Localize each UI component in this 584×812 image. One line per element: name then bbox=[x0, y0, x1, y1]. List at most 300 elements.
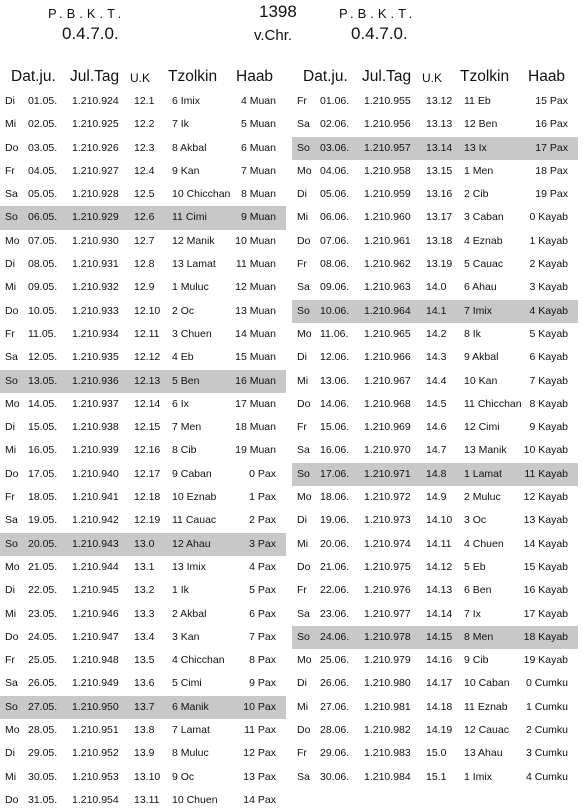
tzolkin-cell: 5 Eb bbox=[464, 560, 486, 573]
header-tzolkin: Tzolkin bbox=[460, 68, 510, 85]
uk-cell: 12.3 bbox=[134, 141, 155, 154]
julian-day-cell: 1.210.960 bbox=[364, 211, 411, 224]
julian-day-cell: 1.210.964 bbox=[364, 304, 411, 317]
table-row bbox=[292, 719, 578, 742]
weekday-cell: Do bbox=[5, 630, 19, 643]
table-row bbox=[0, 323, 286, 346]
table-row bbox=[292, 346, 578, 369]
uk-cell: 13.10 bbox=[134, 770, 161, 783]
tzolkin-cell: 8 Men bbox=[464, 630, 494, 643]
date-cell: 13.06. bbox=[320, 374, 350, 387]
tzolkin-cell: 4 Eb bbox=[172, 351, 194, 364]
julian-day-cell: 1.210.980 bbox=[364, 677, 411, 690]
weekday-cell: Sa bbox=[5, 188, 18, 201]
uk-cell: 12.15 bbox=[134, 421, 161, 434]
tzolkin-cell: 1 Ik bbox=[172, 584, 189, 597]
julian-day-cell: 1.210.958 bbox=[364, 164, 411, 177]
date-cell: 16.05. bbox=[28, 444, 58, 457]
uk-cell: 13.7 bbox=[134, 700, 155, 713]
haab-cell: 18 Pax bbox=[535, 164, 568, 177]
date-cell: 04.06. bbox=[320, 164, 350, 177]
date-cell: 08.06. bbox=[320, 258, 350, 271]
date-cell: 11.05. bbox=[28, 327, 57, 340]
table-row bbox=[292, 230, 578, 253]
julian-day-cell: 1.210.946 bbox=[72, 607, 119, 620]
haab-cell: 10 Pax bbox=[243, 700, 276, 713]
julian-day-cell: 1.210.950 bbox=[72, 700, 119, 713]
julian-day-cell: 1.210.930 bbox=[72, 234, 119, 247]
weekday-cell: Mi bbox=[5, 444, 17, 457]
table-row bbox=[0, 789, 286, 812]
uk-cell: 13.0 bbox=[134, 537, 155, 550]
year-label: 1398 bbox=[259, 2, 297, 21]
tzolkin-cell: 1 Men bbox=[464, 164, 494, 177]
uk-cell: 15.0 bbox=[426, 747, 447, 760]
tzolkin-cell: 7 Ik bbox=[172, 118, 189, 131]
julian-day-cell: 1.210.938 bbox=[72, 421, 119, 434]
table-row bbox=[0, 626, 286, 649]
uk-cell: 14.19 bbox=[426, 724, 453, 737]
uk-cell: 14.5 bbox=[426, 397, 447, 410]
weekday-cell: So bbox=[297, 630, 310, 643]
haab-cell: 13 Pax bbox=[243, 770, 276, 783]
date-cell: 25.06. bbox=[320, 654, 350, 667]
haab-cell: 12 Muan bbox=[235, 281, 276, 294]
date-cell: 06.05. bbox=[28, 211, 58, 224]
uk-cell: 14.1 bbox=[426, 304, 447, 317]
julian-day-cell: 1.210.966 bbox=[364, 351, 411, 364]
uk-cell: 13.19 bbox=[426, 258, 453, 271]
date-cell: 24.05. bbox=[28, 630, 58, 643]
uk-cell: 14.15 bbox=[426, 630, 453, 643]
header-jul-tag: Jul.Tag bbox=[362, 68, 412, 85]
haab-cell: 8 Pax bbox=[249, 654, 276, 667]
uk-cell: 12.5 bbox=[134, 188, 155, 201]
weekday-cell: Mo bbox=[5, 234, 20, 247]
date-cell: 02.05. bbox=[28, 118, 58, 131]
uk-cell: 13.16 bbox=[426, 188, 453, 201]
weekday-cell: So bbox=[5, 211, 18, 224]
weekday-cell: Di bbox=[297, 677, 307, 690]
uk-cell: 12.7 bbox=[134, 234, 155, 247]
uk-cell: 13.6 bbox=[134, 677, 155, 690]
haab-cell: 10 Muan bbox=[235, 234, 276, 247]
date-cell: 09.06. bbox=[320, 281, 350, 294]
haab-cell: 14 Pax bbox=[243, 793, 276, 806]
weekday-cell: Do bbox=[297, 397, 311, 410]
date-cell: 01.05. bbox=[28, 95, 58, 107]
table-row bbox=[0, 370, 286, 393]
haab-cell: 0 Kayab bbox=[529, 211, 568, 224]
julian-day-cell: 1.210.928 bbox=[72, 188, 119, 201]
table-row bbox=[0, 276, 286, 299]
weekday-cell: Sa bbox=[297, 444, 310, 457]
date-cell: 18.05. bbox=[28, 491, 58, 504]
weekday-cell: Fr bbox=[297, 584, 307, 597]
date-cell: 10.05. bbox=[28, 304, 58, 317]
haab-cell: 9 Pax bbox=[249, 677, 276, 690]
table-row bbox=[0, 486, 286, 509]
table-row bbox=[292, 323, 578, 346]
weekday-cell: Mo bbox=[297, 654, 312, 667]
date-cell: 02.06. bbox=[320, 118, 350, 131]
column-header bbox=[0, 68, 286, 90]
tzolkin-cell: 6 Ben bbox=[464, 584, 492, 597]
date-cell: 17.05. bbox=[28, 467, 58, 480]
weekday-cell: Mi bbox=[5, 607, 17, 620]
haab-cell: 3 Kayab bbox=[529, 281, 568, 294]
haab-cell: 1 Kayab bbox=[529, 234, 568, 247]
tzolkin-cell: 13 Lamat bbox=[172, 258, 216, 271]
julian-day-cell: 1.210.979 bbox=[364, 654, 411, 667]
haab-cell: 3 Cumku bbox=[525, 747, 568, 760]
haab-cell: 3 Pax bbox=[249, 537, 276, 550]
table-row bbox=[0, 579, 286, 602]
long-count-left: 0.4.7.0. bbox=[62, 24, 119, 43]
haab-cell: 12 Pax bbox=[243, 747, 276, 760]
julian-day-cell: 1.210.953 bbox=[72, 770, 119, 783]
date-cell: 18.06. bbox=[320, 491, 350, 504]
julian-day-cell: 1.210.959 bbox=[364, 188, 411, 201]
table-row bbox=[0, 230, 286, 253]
julian-day-cell: 1.210.949 bbox=[72, 677, 119, 690]
table-row bbox=[292, 113, 578, 136]
julian-day-cell: 1.210.969 bbox=[364, 421, 411, 434]
haab-cell: 11 Muan bbox=[235, 258, 276, 271]
weekday-cell: Di bbox=[5, 584, 15, 597]
haab-cell: 4 Kayab bbox=[529, 304, 568, 317]
tzolkin-cell: 3 Caban bbox=[464, 211, 504, 224]
weekday-cell: Di bbox=[5, 258, 15, 271]
haab-cell: 15 Pax bbox=[535, 95, 568, 107]
weekday-cell: Fr bbox=[297, 747, 307, 760]
pbkt-label-right: P.B.K.T. bbox=[339, 6, 417, 21]
uk-cell: 12.6 bbox=[134, 211, 155, 224]
tzolkin-cell: 12 Cauac bbox=[464, 724, 509, 737]
uk-cell: 12.1 bbox=[134, 95, 155, 107]
julian-day-cell: 1.210.927 bbox=[72, 164, 119, 177]
table-row bbox=[292, 183, 578, 206]
haab-cell: 17 Pax bbox=[535, 141, 568, 154]
tzolkin-cell: 9 Oc bbox=[172, 770, 195, 783]
haab-cell: 1 Cumku bbox=[525, 700, 568, 713]
tzolkin-cell: 6 Ahau bbox=[464, 281, 497, 294]
tzolkin-cell: 12 Cimi bbox=[464, 421, 500, 434]
uk-cell: 12.10 bbox=[134, 304, 161, 317]
julian-day-cell: 1.210.981 bbox=[364, 700, 411, 713]
table-row bbox=[0, 439, 286, 462]
haab-cell: 13 Kayab bbox=[523, 514, 568, 527]
julian-day-cell: 1.210.932 bbox=[72, 281, 119, 294]
weekday-cell: Do bbox=[5, 141, 19, 154]
haab-cell: 2 Kayab bbox=[529, 258, 568, 271]
header-uk: U.K bbox=[130, 71, 151, 85]
julian-day-cell: 1.210.968 bbox=[364, 397, 411, 410]
weekday-cell: So bbox=[5, 700, 18, 713]
date-cell: 16.06. bbox=[320, 444, 350, 457]
julian-day-cell: 1.210.943 bbox=[72, 537, 119, 550]
haab-cell: 7 Pax bbox=[249, 630, 276, 643]
tzolkin-cell: 9 Caban bbox=[172, 467, 212, 480]
table-row bbox=[292, 579, 578, 602]
haab-cell: 7 Muan bbox=[240, 164, 276, 177]
table-row bbox=[0, 463, 286, 486]
tzolkin-cell: 13 Ahau bbox=[464, 747, 503, 760]
uk-cell: 12.9 bbox=[134, 281, 155, 294]
haab-cell: 7 Kayab bbox=[529, 374, 568, 387]
weekday-cell: Do bbox=[297, 560, 311, 573]
uk-cell: 12.4 bbox=[134, 164, 155, 177]
haab-cell: 15 Muan bbox=[235, 351, 276, 364]
tzolkin-cell: 4 Eznab bbox=[464, 234, 503, 247]
table-row bbox=[0, 206, 286, 229]
julian-day-cell: 1.210.944 bbox=[72, 560, 119, 573]
weekday-cell: Fr bbox=[5, 654, 15, 667]
weekday-cell: Di bbox=[5, 421, 15, 434]
table-row bbox=[292, 393, 578, 416]
header-jul-tag: Jul.Tag bbox=[70, 68, 120, 85]
date-cell: 01.06. bbox=[320, 95, 350, 107]
julian-day-cell: 1.210.955 bbox=[364, 95, 411, 107]
tzolkin-cell: 3 Kan bbox=[172, 630, 200, 643]
tzolkin-cell: 13 Manik bbox=[464, 444, 507, 457]
uk-cell: 12.14 bbox=[134, 397, 161, 410]
haab-cell: 19 Kayab bbox=[523, 654, 568, 667]
tzolkin-cell: 1 Lamat bbox=[464, 467, 502, 480]
weekday-cell: Sa bbox=[297, 118, 310, 131]
julian-day-cell: 1.210.931 bbox=[72, 258, 119, 271]
uk-cell: 14.18 bbox=[426, 700, 453, 713]
header-date: Dat.ju. bbox=[303, 68, 348, 85]
haab-cell: 0 Cumku bbox=[525, 677, 568, 690]
weekday-cell: Di bbox=[5, 95, 15, 107]
uk-cell: 12.19 bbox=[134, 514, 161, 527]
uk-cell: 14.9 bbox=[426, 491, 447, 504]
header-date: Dat.ju. bbox=[11, 68, 56, 85]
weekday-cell: Di bbox=[297, 188, 307, 201]
date-cell: 17.06. bbox=[320, 467, 350, 480]
weekday-cell: Mo bbox=[297, 491, 312, 504]
weekday-cell: So bbox=[297, 141, 310, 154]
haab-cell: 12 Kayab bbox=[523, 491, 568, 504]
table-row bbox=[0, 90, 286, 113]
julian-day-cell: 1.210.936 bbox=[72, 374, 119, 387]
table-row bbox=[292, 253, 578, 276]
tzolkin-cell: 11 Eznab bbox=[464, 700, 508, 713]
haab-cell: 6 Kayab bbox=[529, 351, 568, 364]
tzolkin-cell: 1 Imix bbox=[464, 770, 493, 783]
tzolkin-cell: 1 Muluc bbox=[172, 281, 209, 294]
date-cell: 05.05. bbox=[28, 188, 58, 201]
uk-cell: 14.10 bbox=[426, 514, 453, 527]
date-cell: 24.06. bbox=[320, 630, 350, 643]
tzolkin-cell: 11 Cauac bbox=[172, 514, 217, 527]
uk-cell: 12.13 bbox=[134, 374, 161, 387]
julian-day-cell: 1.210.963 bbox=[364, 281, 411, 294]
julian-day-cell: 1.210.956 bbox=[364, 118, 411, 131]
haab-cell: 14 Kayab bbox=[523, 537, 568, 550]
date-cell: 15.05. bbox=[28, 421, 58, 434]
date-cell: 12.05. bbox=[28, 351, 58, 364]
weekday-cell: Mo bbox=[297, 327, 312, 340]
uk-cell: 12.17 bbox=[134, 467, 161, 480]
date-cell: 29.05. bbox=[28, 747, 58, 760]
haab-cell: 4 Muan bbox=[240, 95, 276, 107]
weekday-cell: Mo bbox=[5, 724, 20, 737]
tzolkin-cell: 11 Eb bbox=[464, 95, 491, 107]
table-row bbox=[292, 766, 578, 789]
tzolkin-cell: 9 Cib bbox=[464, 654, 489, 667]
date-cell: 07.06. bbox=[320, 234, 350, 247]
tzolkin-cell: 10 Kan bbox=[464, 374, 498, 387]
julian-day-cell: 1.210.951 bbox=[72, 724, 119, 737]
table-row bbox=[292, 742, 578, 765]
haab-cell: 5 Pax bbox=[249, 584, 276, 597]
haab-cell: 17 Muan bbox=[235, 397, 276, 410]
tzolkin-cell: 10 Caban bbox=[464, 677, 510, 690]
tzolkin-cell: 2 Oc bbox=[172, 304, 195, 317]
date-cell: 28.06. bbox=[320, 724, 350, 737]
julian-day-cell: 1.210.937 bbox=[72, 397, 119, 410]
weekday-cell: Fr bbox=[5, 164, 15, 177]
weekday-cell: Mi bbox=[297, 700, 309, 713]
uk-cell: 13.3 bbox=[134, 607, 155, 620]
haab-cell: 11 Kayab bbox=[524, 467, 568, 480]
haab-cell: 5 Kayab bbox=[529, 327, 568, 340]
tzolkin-cell: 12 Manik bbox=[172, 234, 215, 247]
tzolkin-cell: 6 Manik bbox=[172, 700, 209, 713]
date-cell: 20.05. bbox=[28, 537, 58, 550]
date-cell: 07.05. bbox=[28, 234, 58, 247]
table-row bbox=[0, 113, 286, 136]
julian-day-cell: 1.210.926 bbox=[72, 141, 119, 154]
julian-day-cell: 1.210.961 bbox=[364, 234, 411, 247]
uk-cell: 13.2 bbox=[134, 584, 155, 597]
tzolkin-cell: 8 Ik bbox=[464, 327, 481, 340]
uk-cell: 14.16 bbox=[426, 654, 453, 667]
julian-day-cell: 1.210.967 bbox=[364, 374, 411, 387]
date-cell: 19.05. bbox=[28, 514, 58, 527]
pbkt-label-left: P.B.K.T. bbox=[48, 6, 126, 21]
weekday-cell: Mi bbox=[297, 374, 309, 387]
uk-cell: 14.14 bbox=[426, 607, 453, 620]
date-cell: 30.05. bbox=[28, 770, 58, 783]
table-row bbox=[292, 160, 578, 183]
weekday-cell: Mo bbox=[297, 164, 312, 177]
weekday-cell: Fr bbox=[297, 258, 307, 271]
uk-cell: 13.14 bbox=[426, 141, 453, 154]
weekday-cell: Do bbox=[297, 234, 311, 247]
uk-cell: 13.9 bbox=[134, 747, 155, 760]
table-row bbox=[292, 672, 578, 695]
date-cell: 15.06. bbox=[320, 421, 350, 434]
calendar-rows bbox=[292, 90, 578, 789]
haab-cell: 13 Muan bbox=[235, 304, 276, 317]
table-row bbox=[292, 90, 578, 113]
tzolkin-cell: 7 Imix bbox=[464, 304, 493, 317]
uk-cell: 13.5 bbox=[134, 654, 155, 667]
uk-cell: 14.0 bbox=[426, 281, 447, 294]
tzolkin-cell: 13 Imix bbox=[172, 560, 206, 573]
weekday-cell: Mi bbox=[5, 770, 17, 783]
table-row bbox=[292, 439, 578, 462]
date-cell: 29.06. bbox=[320, 747, 350, 760]
date-cell: 03.05. bbox=[28, 141, 58, 154]
weekday-cell: Mi bbox=[5, 118, 17, 131]
uk-cell: 14.8 bbox=[426, 467, 447, 480]
tzolkin-cell: 10 Chuen bbox=[172, 793, 218, 806]
table-row bbox=[292, 206, 578, 229]
date-cell: 20.06. bbox=[320, 537, 350, 550]
uk-cell: 14.4 bbox=[426, 374, 447, 387]
tzolkin-cell: 8 Akbal bbox=[172, 141, 207, 154]
table-row bbox=[0, 556, 286, 579]
weekday-cell: Sa bbox=[5, 514, 18, 527]
julian-day-cell: 1.210.965 bbox=[364, 327, 411, 340]
table-row bbox=[0, 649, 286, 672]
uk-cell: 13.1 bbox=[134, 560, 155, 573]
weekday-cell: Fr bbox=[5, 327, 15, 340]
date-cell: 05.06. bbox=[320, 188, 350, 201]
table-row bbox=[0, 393, 286, 416]
weekday-cell: So bbox=[5, 537, 18, 550]
julian-day-cell: 1.210.973 bbox=[364, 514, 411, 527]
column-header bbox=[292, 68, 578, 90]
date-cell: 06.06. bbox=[320, 211, 350, 224]
haab-cell: 1 Pax bbox=[249, 491, 276, 504]
table-row bbox=[0, 300, 286, 323]
table-row bbox=[0, 603, 286, 626]
tzolkin-cell: 9 Kan bbox=[172, 164, 200, 177]
julian-day-cell: 1.210.962 bbox=[364, 258, 411, 271]
weekday-cell: So bbox=[297, 467, 310, 480]
table-row bbox=[292, 276, 578, 299]
tzolkin-cell: 3 Chuen bbox=[172, 327, 212, 340]
haab-cell: 4 Pax bbox=[249, 560, 276, 573]
haab-cell: 16 Muan bbox=[235, 374, 276, 387]
haab-cell: 16 Pax bbox=[535, 118, 568, 131]
uk-cell: 13.17 bbox=[426, 211, 453, 224]
julian-day-cell: 1.210.984 bbox=[364, 770, 411, 783]
date-cell: 04.05. bbox=[28, 164, 58, 177]
table-row bbox=[292, 556, 578, 579]
date-cell: 10.06. bbox=[320, 304, 350, 317]
tzolkin-cell: 2 Cib bbox=[464, 188, 489, 201]
table-row bbox=[0, 742, 286, 765]
date-cell: 03.06. bbox=[320, 141, 350, 154]
uk-cell: 14.2 bbox=[426, 327, 447, 340]
haab-cell: 19 Muan bbox=[235, 444, 276, 457]
tzolkin-cell: 8 Muluc bbox=[172, 747, 209, 760]
calendar-rows bbox=[0, 90, 286, 812]
table-row bbox=[0, 672, 286, 695]
uk-cell: 12.16 bbox=[134, 444, 161, 457]
uk-cell: 15.1 bbox=[426, 770, 447, 783]
date-cell: 26.05. bbox=[28, 677, 58, 690]
tzolkin-cell: 7 Lamat bbox=[172, 724, 210, 737]
date-cell: 22.06. bbox=[320, 584, 350, 597]
date-cell: 12.06. bbox=[320, 351, 350, 364]
tzolkin-cell: 13 Ix bbox=[464, 141, 487, 154]
uk-cell: 12.12 bbox=[134, 351, 161, 364]
haab-cell: 6 Pax bbox=[249, 607, 276, 620]
weekday-cell: Do bbox=[5, 793, 19, 806]
uk-cell: 13.8 bbox=[134, 724, 155, 737]
weekday-cell: Sa bbox=[297, 281, 310, 294]
date-cell: 31.05. bbox=[28, 793, 58, 806]
uk-cell: 13.11 bbox=[134, 793, 160, 806]
julian-day-cell: 1.210.939 bbox=[72, 444, 119, 457]
